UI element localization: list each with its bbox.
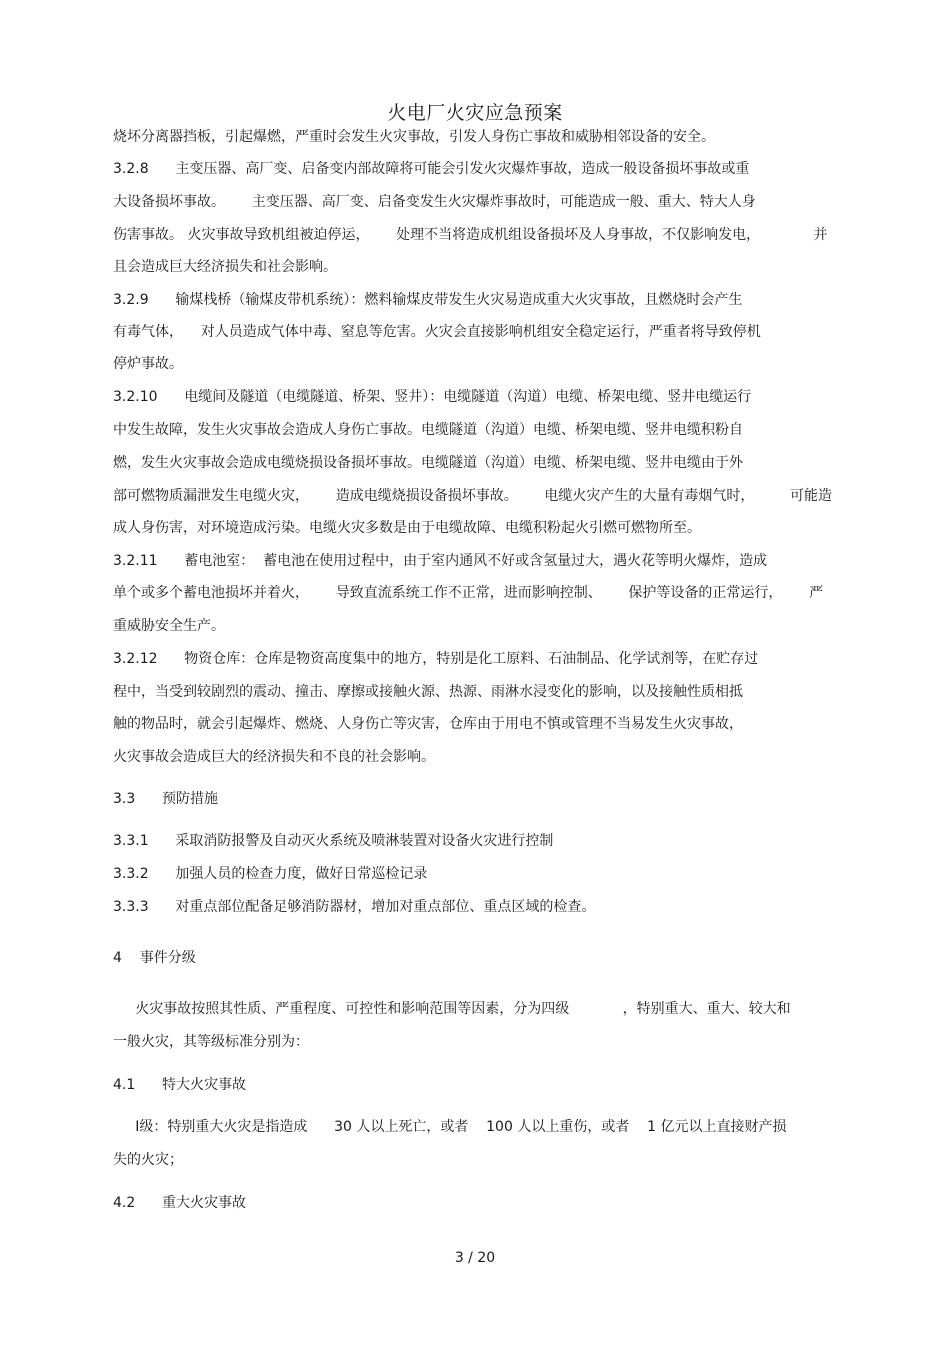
body-line: 停炉事故。 [113,356,183,372]
body-line: 3.3.2 加强人员的检查力度，做好日常巡检记录 [113,866,428,882]
body-line: 3.2.12 物资仓库：仓库是物资高度集中的地方，特别是化工原料、石油制品、化学试剂等，在贮存过 [113,651,759,667]
body-line: 成人身伤害，对环境造成污染。电缆火灾多数是由于电缆故障、电缆积粉起火引燃可燃物所至。 [113,520,701,536]
section-heading: 4 事件分级 [113,950,196,966]
body-line: 3.2.10 电缆间及隧道（电缆隧道、桥架、竖井）：电缆隧道（沟道）电缆、桥架电缆、竖井电缆运行 [113,389,752,405]
body-line: 火灾事故按照其性质、严重程度、可控性和影响范围等因素，分为四级 ，特别重大、重大、较大和 [113,1001,791,1017]
body-line: 伤害事故。 火灾事故导致机组被迫停运， 处理不当将造成机组设备损坏及人身事故，不仅影响发电， 并 [113,227,828,243]
body-line: 3.2.8 主变压器、高厂变、启备变内部故障将可能会引发火灾爆炸事故，造成一般设备损坏事故或重 [113,161,750,177]
section-heading: 3.3 预防措施 [113,791,218,807]
page-number: 3 / 20 [454,1250,496,1266]
body-line: 3.3.3 对重点部位配备足够消防器材，增加对重点部位、重点区域的检查。 [113,899,596,915]
section-heading: 4.2 重大火灾事故 [113,1195,246,1211]
body-line: 3.2.9 输煤栈桥（输煤皮带机系统）：燃料输煤皮带发生火灾易造成重大火灾事故，且燃烧时会产生 [113,292,743,308]
body-line: 大设备损坏事故。 主变压器、高厂变、启备变发生火灾爆炸事故时，可能造成一般、重大、特大人身 [113,194,756,210]
body-line: 程中，当受到较剧烈的震动、撞击、摩擦或接触火源、热源、雨淋水浸变化的影响，以及接触性质相抵 [113,684,743,700]
body-line: 3.2.11 蓄电池室： 蓄电池在使用过程中，由于室内通风不好或含氢量过大，遇火花等明火爆炸，造成 [113,553,768,569]
body-line: 3.3.1 采取消防报警及自动灭火系统及喷淋装置对设备火灾进行控制 [113,833,554,849]
body-line: 失的火灾； [113,1152,183,1168]
body-line: Ⅰ级：特别重大火灾是指造成 30 人以上死亡，或者 100 人以上重伤，或者 1 亿元以上直接财产损 [113,1119,787,1135]
document-title: 火电厂火灾应急预案 [387,102,563,124]
body-line: 燃，发生火灾事故会造成电缆烧损设备损坏事故。电缆隧道（沟道）电缆、桥架电缆、竖井电缆由于外 [113,455,743,471]
body-line: 有毒气体， 对人员造成气体中毒、窒息等危害。火灾会直接影响机组安全稳定运行，严重者将导致停机 [113,324,761,340]
body-line: 火灾事故会造成巨大的经济损失和不良的社会影响。 [113,749,435,765]
body-line: 触的物品时，就会引起爆炸、燃烧、人身伤亡等灾害，仓库由于用电不慎或管理不当易发生火灾事故， [113,716,743,732]
body-line: 且会造成巨大经济损失和社会影响。 [113,259,337,275]
body-line: 单个或多个蓄电池损坏并着火， 导致直流系统工作不正常，进而影响控制、 保护等设备的正常运行， 严 [113,585,824,601]
section-heading: 4.1 特大火灾事故 [113,1077,246,1093]
body-line: 一般火灾，其等级标准分别为： [113,1034,309,1050]
body-line: 重威胁安全生产。 [113,618,225,634]
body-line: 烧坏分离器挡板，引起爆燃，严重时会发生火灾事故，引发人身伤亡事故和威胁相邻设备的安全。 [113,129,715,145]
body-line: 部可燃物质漏泄发生电缆火灾， 造成电缆烧损设备损坏事故。 电缆火灾产生的大量有毒烟气时， 可能造 [113,488,833,504]
body-line: 中发生故障，发生火灾事故会造成人身伤亡事故。电缆隧道（沟道）电缆、桥架电缆、竖井电缆积粉自 [113,422,743,438]
